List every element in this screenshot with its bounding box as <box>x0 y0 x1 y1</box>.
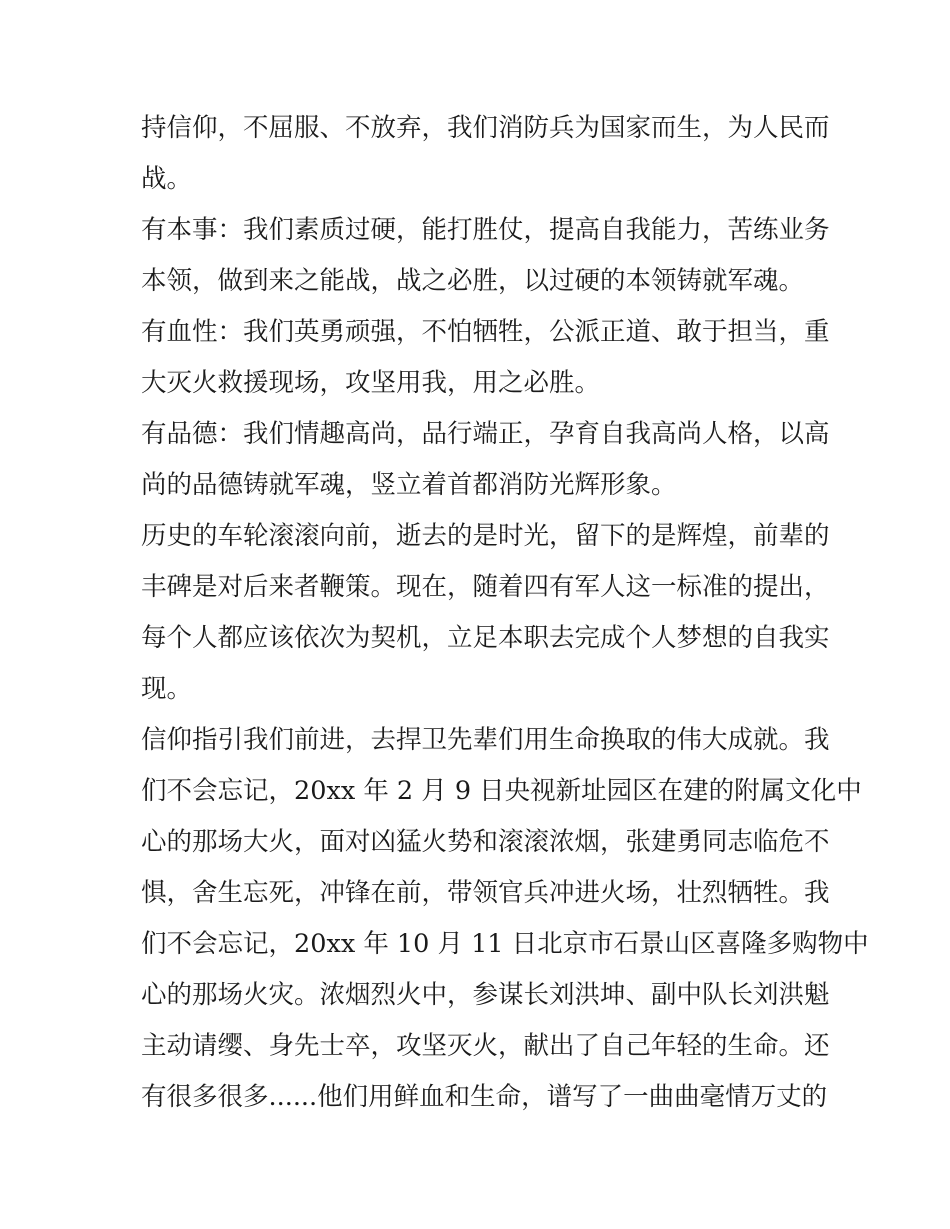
text-line: 心的那场大火，面对凶猛火势和滚滚浓烟，张建勇同志临危不 <box>141 827 830 857</box>
text-line: 丰碑是对后来者鞭策。现在，随着四有军人这一标准的提出， <box>141 572 830 602</box>
text-line: 每个人都应该依次为契机，立足本职去完成个人梦想的自我实 <box>141 623 830 653</box>
text-line: 有很多很多......他们用鲜血和生命，谱写了一曲曲毫情万丈的 <box>141 1082 828 1112</box>
text-line: 们不会忘记，20xx 年 2 月 9 日央视新址园区在建的附属文化中 <box>141 776 862 806</box>
text-line: 战。 <box>141 164 193 194</box>
text-line: 大灭火救援现场，攻坚用我，用之必胜。 <box>141 368 601 398</box>
text-line: 主动请缨、身先士卒，攻坚灭火，献出了自己年轻的生命。还 <box>141 1031 830 1061</box>
text-line: 历史的车轮滚滚向前，逝去的是时光，留下的是辉煌，前辈的 <box>141 521 830 551</box>
text-line: 有品德：我们情趣高尚，品行端正，孕育自我高尚人格，以高 <box>141 419 830 449</box>
text-line: 惧，舍生忘死，冲锋在前，带领官兵冲进火场，壮烈牺牲。我 <box>141 878 830 908</box>
text-line: 有本事：我们素质过硬，能打胜仗，提高自我能力，苦练业务 <box>141 215 830 245</box>
text-line: 本领，做到来之能战，战之必胜，以过硬的本领铸就军魂。 <box>141 266 805 296</box>
text-line: 心的那场火灾。浓烟烈火中，参谋长刘洪坤、副中队长刘洪魁 <box>141 980 830 1010</box>
text-line: 尚的品德铸就军魂，竖立着首都消防光辉形象。 <box>141 470 677 500</box>
text-line: 持信仰，不屈服、不放弃，我们消防兵为国家而生，为人民而 <box>141 113 830 143</box>
text-line: 信仰指引我们前进，去捍卫先辈们用生命换取的伟大成就。我 <box>141 725 830 755</box>
text-line: 有血性：我们英勇顽强，不怕牺牲，公派正道、敢于担当，重 <box>141 317 830 347</box>
text-line: 们不会忘记，20xx 年 10 月 11 日北京市石景山区喜隆多购物中 <box>141 929 869 959</box>
text-line: 现。 <box>141 674 193 704</box>
